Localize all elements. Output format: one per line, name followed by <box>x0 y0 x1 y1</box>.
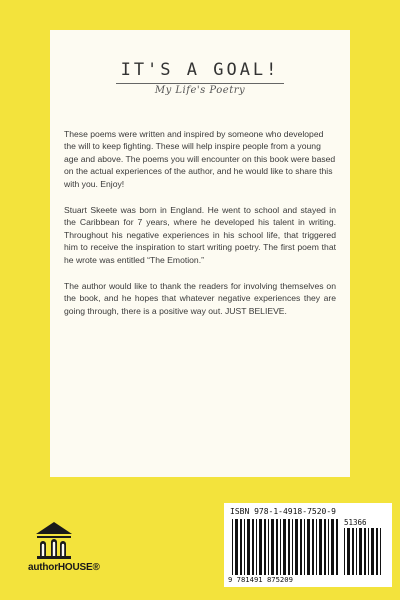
title-underline <box>116 83 284 84</box>
ean-digits: 9 781491 875209 <box>228 575 293 584</box>
author-bio-paragraph: Stuart Skeete was born in England. He went to school and stayed in the Caribbean for 7 years, where he developed his talent in writing. Throughout his negative experiences in his school life, that triggered him to receive the inspiration to start writing poetry. The first poem that he wrote was entitled “The Emotion.” <box>64 205 336 265</box>
isbn-label: ISBN 978-1-4918-7520-9 <box>230 507 336 516</box>
blurb-paragraph-1: These poems were written and inspired by someone who developed the will to keep fighting. These will help inspire people from a young age and above. The poems you will encounter on this book were based on the actual experiences of the author, and he would like to share this with you. Enjoy! <box>64 129 336 189</box>
ean-barcode <box>232 519 340 575</box>
house-arches-logo-icon <box>34 520 74 560</box>
price-code: 51366 <box>344 518 367 527</box>
addon-barcode <box>344 528 384 575</box>
publisher-block <box>28 520 108 573</box>
thanks-paragraph: The author would like to thank the readers for involving themselves on the book, and he hopes that whatever negative experiences they are going through, there is a positive way out. JUST BELIEVE. <box>64 281 336 316</box>
publisher-name: authorHOUSE® <box>28 562 100 573</box>
book-subtitle: My Life's Poetry <box>154 85 246 96</box>
back-cover-panel <box>50 30 350 477</box>
book-title: IT'S A GOAL! <box>120 60 280 80</box>
barcode-block <box>224 503 392 587</box>
